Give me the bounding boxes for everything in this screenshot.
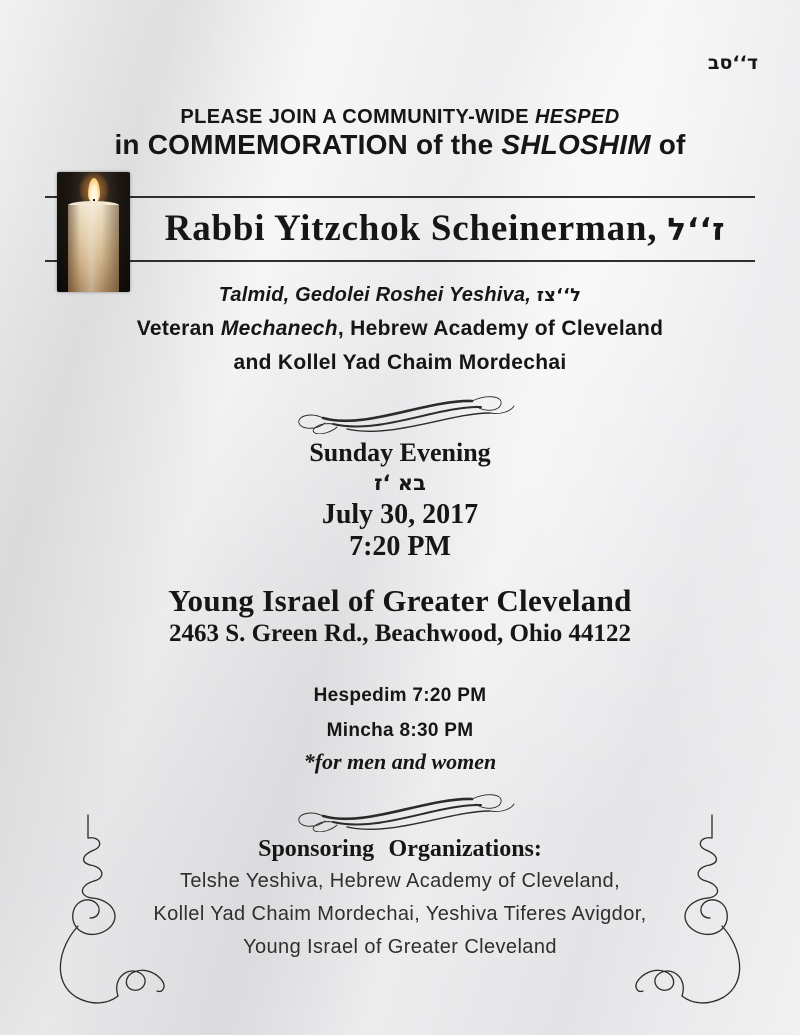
event-hebrew-date: ז‘ אב: [374, 471, 426, 495]
corner-flourish-right-icon: [632, 812, 772, 1022]
candle-photo: [57, 172, 130, 292]
header-line-2-pre: in COMMEMORATION of the: [114, 129, 502, 160]
venue-address: 2463 S. Green Rd., Beachwood, Ohio 44122: [168, 620, 632, 647]
honoree-name-line: [132, 207, 758, 250]
title-line-1-hebrew: זצ‘‘ל: [536, 285, 582, 306]
event-time: 7:20 PM: [349, 531, 451, 562]
schedule-mincha: Mincha 8:30 PM: [326, 720, 474, 741]
honoree-title-line-3: and Kollel Yad Chaim Mordechai: [233, 351, 567, 374]
schedule-note: *for men and women: [303, 749, 497, 774]
header-line-2: [0, 129, 800, 161]
event-day: Sunday Evening: [309, 438, 491, 467]
bsd-text: בס‘‘ד: [707, 52, 758, 74]
title-line-1-text: Talmid, Gedolei Roshei Yeshiva,: [218, 284, 537, 306]
bottom-rule-line: [45, 260, 755, 262]
sponsor-line: Kollel Yad Chaim Mordechai, Yeshiva Tiferes Avigdor,: [153, 903, 647, 925]
honoree-title-line-2: [0, 317, 800, 341]
corner-flourish-left-icon: [28, 812, 168, 1022]
flourish-divider-bottom-icon: [285, 786, 515, 832]
honoree-name-hebrew: ל‘‘ז: [667, 212, 726, 248]
event-date: July 30, 2017: [321, 499, 479, 530]
header-line-1: [0, 106, 800, 129]
sponsors-heading: Sponsoring Organizations:: [258, 836, 542, 862]
schedule-hespedim: Hespedim 7:20 PM: [313, 685, 487, 706]
venue-name: Young Israel of Greater Cleveland: [168, 583, 632, 618]
header-line-1-text: PLEASE JOIN A COMMUNITY-WIDE: [180, 106, 535, 128]
shloshim-italic-text: SHLOSHIM: [501, 129, 651, 160]
candle-body: [68, 205, 119, 292]
top-rule-line: [45, 196, 755, 198]
mechanech-italic-text: Mechanech: [220, 317, 338, 340]
honoree-name: Rabbi Yitzchok Scheinerman,: [164, 208, 668, 249]
title-line-2-pre: Veteran: [136, 317, 221, 340]
sponsor-line: Young Israel of Greater Cleveland: [243, 936, 557, 958]
flourish-divider-top-icon: [285, 388, 515, 434]
header-line-2-post: of: [650, 129, 686, 160]
title-line-2-post: , Hebrew Academy of Cleveland: [337, 317, 664, 340]
hesped-italic-text: HESPED: [534, 106, 620, 128]
sponsor-line: Telshe Yeshiva, Hebrew Academy of Cleveland,: [179, 870, 621, 892]
